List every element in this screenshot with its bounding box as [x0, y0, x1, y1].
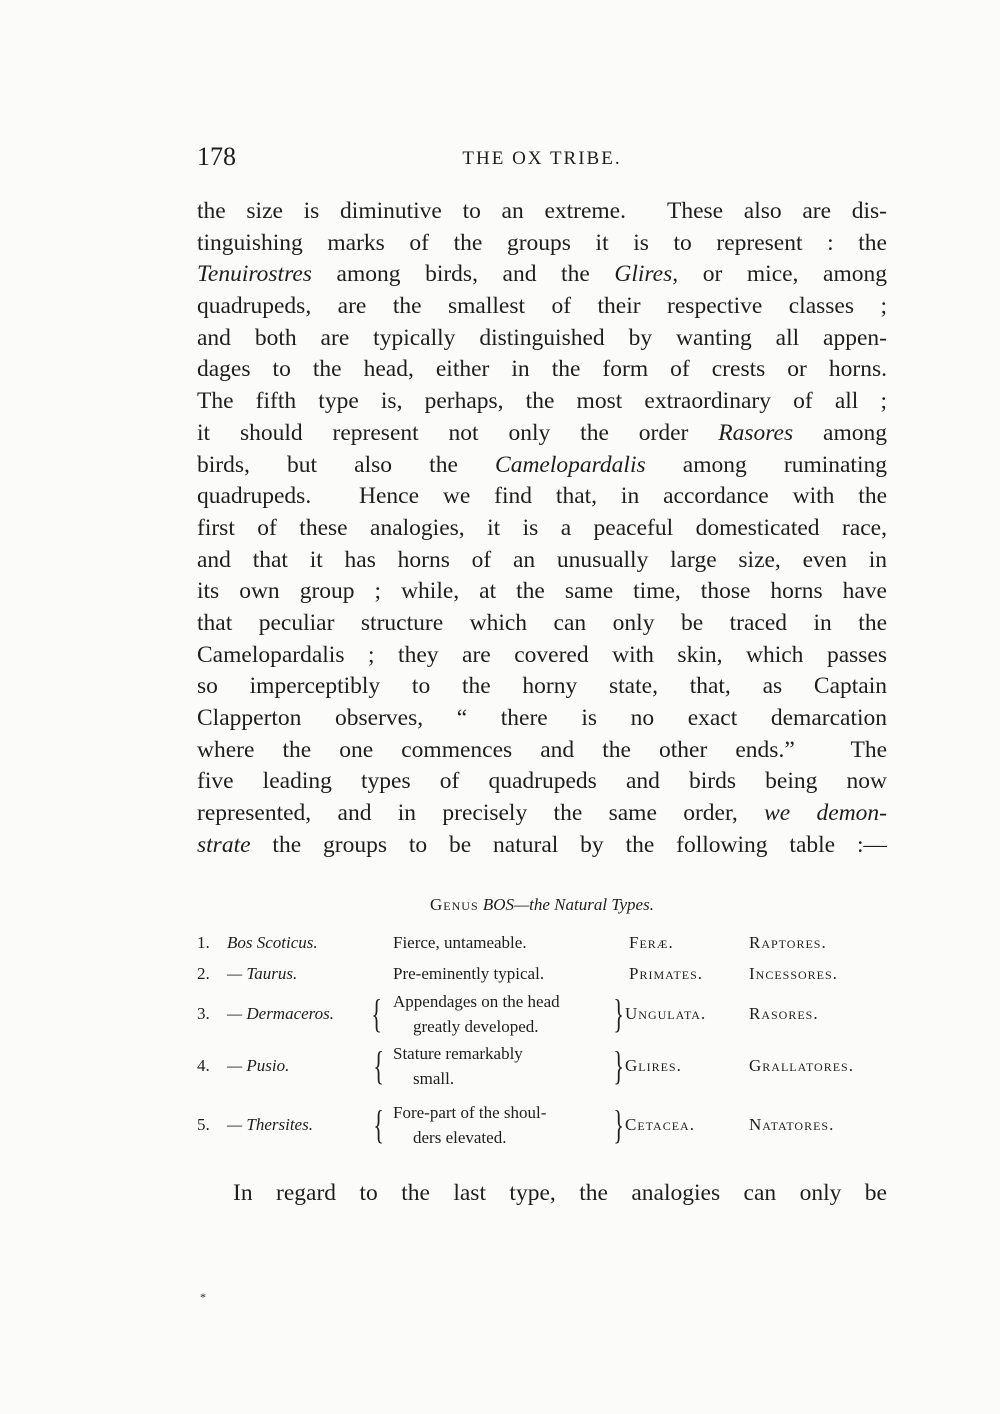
mammal-order: Glires. [625, 1056, 682, 1075]
type-description-cont: small. [413, 1069, 455, 1088]
text-line [197, 830, 887, 862]
text-segment: among [793, 419, 887, 446]
italic-term: strate [197, 831, 251, 858]
text-line [197, 259, 887, 291]
left-brace: { [371, 991, 382, 1036]
closing-line: In regard to the last type, the analogies can only be [233, 1180, 887, 1206]
type-description: Fierce, untameable. [393, 933, 527, 952]
text-line [197, 513, 887, 545]
body-text [197, 196, 887, 861]
bird-order: Incessores. [749, 964, 838, 983]
text-segment: that peculiar structure which can only be traced in the [197, 609, 887, 636]
italic-term: Rasores [718, 419, 794, 446]
row-number: 5. [197, 1115, 210, 1134]
text-line [197, 545, 887, 577]
text-segment: the size is diminutive to an extreme. These also are dis- [197, 198, 887, 224]
mammal-order: Ungulata. [625, 1004, 707, 1023]
mammal-order: Primates. [629, 964, 704, 983]
text-segment: The fifth type is, perhaps, the most extraordinary of all ; [197, 388, 887, 415]
type-description: Appendages on the head [393, 992, 560, 1011]
text-segment: among ruminating [645, 451, 887, 478]
text-segment: Clapperton observes, “ there is no exact demarcation [197, 705, 887, 731]
text-line [197, 196, 887, 228]
italic-term: Camelopardalis [495, 451, 646, 478]
text-segment: and both are typically distinguished by wanting all appen- [197, 324, 887, 351]
text-segment: or mice, among [678, 261, 887, 288]
running-title: THE OX TRIBE. [462, 148, 622, 169]
bird-order: Raptores. [749, 933, 827, 952]
left-brace: { [373, 1043, 384, 1088]
type-name: Bos Scoticus. [227, 933, 318, 952]
page-number: 178 [197, 142, 236, 171]
row-number: 2. [197, 964, 210, 983]
italic-term: we demon- [764, 800, 887, 827]
text-segment: it should represent not only the order [197, 419, 719, 446]
text-line [197, 228, 887, 260]
row-number: 1. [197, 933, 210, 952]
text-segment: the groups to be natural by the following table :— [250, 831, 887, 858]
text-segment: so imperceptibly to the horny state, that, as Captain [197, 673, 887, 700]
text-segment: Camelopardalis ; they are covered with skin, which passes [197, 641, 887, 668]
type-name: — Thersites. [227, 1115, 313, 1134]
text-line [197, 481, 887, 513]
text-line [197, 386, 887, 418]
right-brace: } [613, 991, 624, 1036]
left-brace: { [373, 1102, 384, 1147]
row-number: 3. [197, 1004, 210, 1023]
type-description: Fore-part of the shoul- [393, 1103, 547, 1122]
type-description-cont: ders elevated. [413, 1128, 507, 1147]
text-line [197, 640, 887, 672]
table-caption-prefix: Genus [430, 895, 479, 914]
text-line [197, 703, 887, 735]
table-caption [197, 895, 887, 915]
text-line [197, 766, 887, 798]
text-line [197, 323, 887, 355]
italic-term: Glires, [614, 261, 679, 288]
text-segment: quadrupeds, are the smallest of their respective classes ; [197, 293, 887, 320]
footer-mark: * [200, 1290, 206, 1304]
text-line [197, 576, 887, 608]
text-segment: tinguishing marks of the groups it is to represent : the [197, 229, 887, 256]
right-brace: } [613, 1043, 624, 1088]
text-segment: represented, and in precisely the same order, [197, 800, 765, 827]
text-segment: first of these analogies, it is a peaceful domesticated race, [197, 514, 887, 541]
text-segment: quadrupeds. Hence we find that, in accordance with the [197, 483, 887, 510]
type-description-cont: greatly developed. [413, 1017, 539, 1036]
text-segment: birds, but also the [197, 451, 496, 478]
text-line [197, 608, 887, 640]
bird-order: Rasores. [749, 1004, 819, 1023]
text-segment: and that it has horns of an unusually large size, even in [197, 546, 887, 573]
text-segment: five leading types of quadrupeds and birds being now [197, 768, 887, 795]
row-number: 4. [197, 1056, 210, 1075]
text-segment: dages to the head, either in the form of crests or horns. [197, 356, 887, 383]
text-segment: among birds, and the [311, 261, 615, 288]
page-header [197, 142, 887, 176]
type-description: Pre-eminently typical. [393, 964, 545, 983]
italic-term: Tenuirostres [197, 261, 312, 288]
text-segment: where the one commences and the other ends.” The [197, 736, 887, 763]
type-name: — Pusio. [227, 1056, 290, 1075]
text-line [197, 354, 887, 386]
bird-order: Natatores. [749, 1115, 835, 1134]
text-line [197, 798, 887, 830]
text-line [197, 450, 887, 482]
right-brace: } [613, 1102, 624, 1147]
text-segment: its own group ; while, at the same time, those horns have [197, 578, 887, 605]
text-line [197, 291, 887, 323]
closing-paragraph [197, 1178, 887, 1210]
text-line [197, 418, 887, 450]
text-line [197, 671, 887, 703]
text-line [197, 735, 887, 767]
type-name: — Taurus. [227, 964, 298, 983]
type-name: — Dermaceros. [227, 1004, 335, 1023]
table-caption-title: BOS—the Natural Types. [482, 895, 654, 914]
type-description: Stature remarkably [393, 1044, 523, 1063]
mammal-order: Cetacea. [625, 1115, 695, 1134]
mammal-order: Feræ. [629, 933, 674, 952]
bird-order: Grallatores. [749, 1056, 854, 1075]
